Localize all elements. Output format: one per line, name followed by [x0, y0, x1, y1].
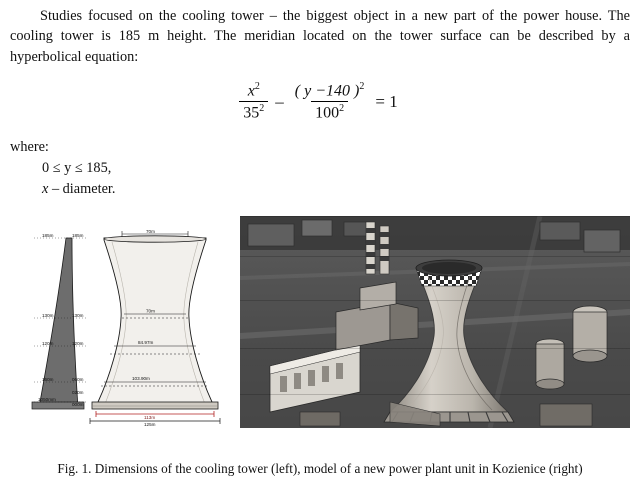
- label-v-120: 120m: [72, 341, 84, 347]
- label-v-020: 020m: [72, 390, 84, 396]
- label-base-width-inner: 113m: [144, 415, 156, 421]
- label-mid-width: 84.97m: [138, 340, 154, 346]
- diameter-definition: [42, 179, 640, 200]
- label-h-base: 1050mm: [38, 397, 56, 403]
- x-den-exponent: 2: [259, 103, 265, 115]
- label-throat-width: 70m: [146, 308, 155, 314]
- hyperbola-equation: [0, 81, 640, 123]
- minus-operator: –: [275, 91, 284, 111]
- equation-expression: [237, 81, 402, 123]
- y-numerator: ( y −140 )$^2$: [294, 80, 365, 100]
- figure-row: [0, 216, 640, 431]
- cooling-tower-dimension-drawing: [26, 226, 222, 426]
- y-num-exponent: 2: [359, 80, 365, 92]
- label-h-top: 185m: [42, 233, 54, 239]
- x-term-fraction: [239, 81, 268, 123]
- x-numerator: $x^2$: [247, 80, 260, 100]
- label-lower-width: 103.90m: [132, 376, 150, 382]
- label-v-000: 000m: [72, 402, 84, 408]
- label-top-width: 70m: [146, 229, 155, 235]
- label-h-lower: 160m: [42, 377, 54, 383]
- label-v-185: 185m: [72, 233, 84, 239]
- where-label: where:: [10, 138, 49, 155]
- diameter-variable: x: [42, 180, 49, 197]
- equals-one: = 1: [375, 91, 398, 111]
- label-v-130: 130m: [72, 313, 84, 319]
- diameter-text: – diameter.: [51, 180, 116, 197]
- label-base-width-outer: 125m: [144, 422, 156, 427]
- x-num-exponent: 2: [254, 80, 260, 92]
- where-conditions: [42, 158, 640, 201]
- y-den-exponent: 2: [339, 103, 345, 115]
- label-h-mid: 120m: [42, 341, 54, 347]
- y-denominator: $100^2$: [311, 101, 348, 122]
- y-term-fraction: [291, 81, 369, 123]
- label-h-throat: 130m: [42, 313, 54, 319]
- figure-caption: Fig. 1. Dimensions of the cooling tower (left), model of a new power plant unit in Kozienice (right): [57, 461, 583, 476]
- constraint-range: 0 ≤ y ≤ 185,: [42, 159, 112, 176]
- x-denominator: $35^2$: [239, 101, 268, 122]
- label-v-060: 060m: [72, 377, 84, 383]
- document-page: [0, 6, 640, 493]
- power-plant-model-photo: [240, 216, 630, 428]
- body-paragraph: Studies focused on the cooling tower – the biggest object in a new part of the power house. The cooling tower is 185 m height. The meridian located on the tower surface can be described by a hyperbolical equation:: [10, 8, 630, 65]
